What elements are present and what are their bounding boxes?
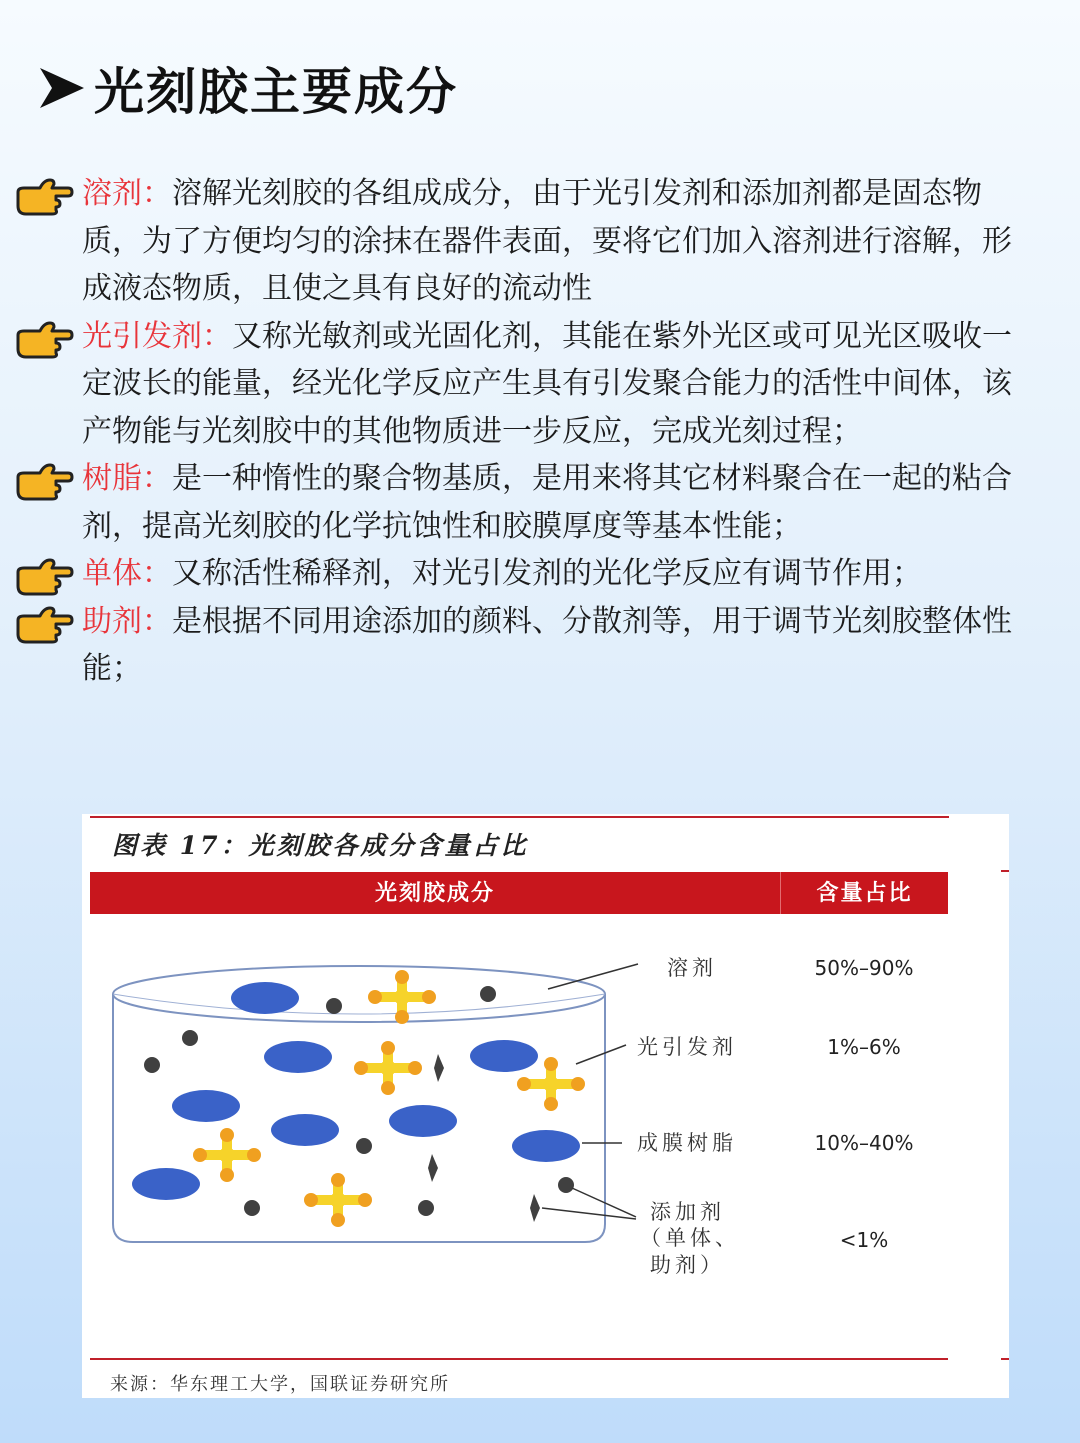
additive-dot xyxy=(480,986,496,1002)
pointing-hand-icon xyxy=(14,459,74,503)
component-list xyxy=(14,170,1014,693)
label-photoinitiator: 光引发剂 xyxy=(637,1035,737,1059)
pointing-hand-icon xyxy=(14,602,74,646)
figure-bottom-rule xyxy=(90,1358,948,1360)
page-title-text: 光刻胶主要成分 xyxy=(94,63,458,121)
additive-dot xyxy=(244,1200,260,1216)
term-description: 又称光敏剂或光固化剂，其能在紫外光区或可见光区吸收一定波长的能量，经光化学反应产生具有引发聚合能力的活性中间体，该产物能与光刻胶中的其他物质进一步反应，完成光刻过程； xyxy=(82,318,1012,449)
additive-dot xyxy=(326,998,342,1014)
additive-sliver xyxy=(530,1194,540,1222)
resin-particle xyxy=(271,1114,339,1146)
additive-dot xyxy=(418,1200,434,1216)
edge-tick xyxy=(1001,1358,1009,1360)
initiator-molecule xyxy=(368,970,436,1024)
initiator-molecule xyxy=(304,1173,372,1227)
component-labels xyxy=(637,956,740,1277)
additive-sliver xyxy=(428,1154,438,1182)
label-additive-line3: 助剂） xyxy=(650,1253,725,1277)
label-additive-line2: （单体、 xyxy=(640,1226,740,1250)
header-ratio: 含量占比 xyxy=(816,880,913,906)
ratio-photoinitiator: 1%–6% xyxy=(827,1035,901,1059)
list-item-solvent xyxy=(14,170,1014,313)
label-resin: 成膜树脂 xyxy=(637,1131,737,1155)
resin-particle xyxy=(231,982,299,1014)
composition-figure xyxy=(82,814,1009,1398)
figure-title: 图表 17：光刻胶各成分含量占比 xyxy=(112,831,529,860)
resin-particle xyxy=(264,1041,332,1073)
term-label: 助剂： xyxy=(82,603,172,639)
figure-table-header xyxy=(90,872,948,914)
term-description: 溶解光刻胶的各组成成分，由于光引发剂和添加剂都是固态物质，为了方便均匀的涂抹在器件表面，要将它们加入溶剂进行溶解，形成液态物质，且使之具有良好的流动性 xyxy=(82,176,1012,306)
label-additive-line1: 添加剂 xyxy=(650,1200,725,1224)
term-description: 是一种惰性的聚合物基质，是用来将其它材料聚合在一起的粘合剂，提高光刻胶的化学抗蚀性和胶膜厚度等基本性能； xyxy=(82,461,1012,544)
pointing-hand-icon xyxy=(14,174,74,218)
page-title xyxy=(38,48,458,128)
ratio-additive: <1% xyxy=(839,1228,889,1252)
additive-dot xyxy=(558,1177,574,1193)
resin-particle xyxy=(389,1105,457,1137)
resin-particle xyxy=(470,1040,538,1072)
list-item-additive xyxy=(14,598,1014,693)
additive-dot xyxy=(144,1057,160,1073)
resin-particle xyxy=(512,1130,580,1162)
figure-source: 来源：华东理工大学，国联证券研究所 xyxy=(110,1374,450,1395)
initiator-molecule xyxy=(193,1128,261,1182)
header-component: 光刻胶成分 xyxy=(374,880,495,906)
term-label: 单体： xyxy=(82,556,172,591)
initiator-molecule xyxy=(354,1041,422,1095)
arrow-icon xyxy=(38,66,86,110)
pointing-hand-icon xyxy=(14,554,74,598)
ratio-resin: 10%–40% xyxy=(814,1131,914,1155)
leader-lines xyxy=(542,964,638,1219)
list-item-monomer xyxy=(14,550,1014,598)
resin-particle xyxy=(132,1168,200,1200)
additive-dot xyxy=(182,1030,198,1046)
term-description: 又称活性稀释剂，对光引发剂的光化学反应有调节作用； xyxy=(172,556,922,591)
pointing-hand-icon xyxy=(14,317,74,361)
list-item-resin xyxy=(14,455,1014,550)
term-label: 溶剂： xyxy=(82,176,172,211)
edge-tick xyxy=(1001,870,1009,872)
term-description: 是根据不同用途添加的颜料、分散剂等，用于调节光刻胶整体性能； xyxy=(82,603,1012,686)
photoresist-diagram xyxy=(82,914,1009,1354)
resin-particle xyxy=(172,1090,240,1122)
term-label: 树脂： xyxy=(82,461,172,496)
term-label: 光引发剂： xyxy=(82,318,232,354)
additive-dot xyxy=(356,1138,372,1154)
additive-sliver xyxy=(434,1054,444,1082)
figure-top-rule xyxy=(90,816,949,818)
ratio-values xyxy=(815,956,914,1252)
list-item-photoinitiator xyxy=(14,313,1014,456)
ratio-solvent: 50%–90% xyxy=(814,956,914,980)
label-solvent: 溶剂 xyxy=(667,956,717,980)
